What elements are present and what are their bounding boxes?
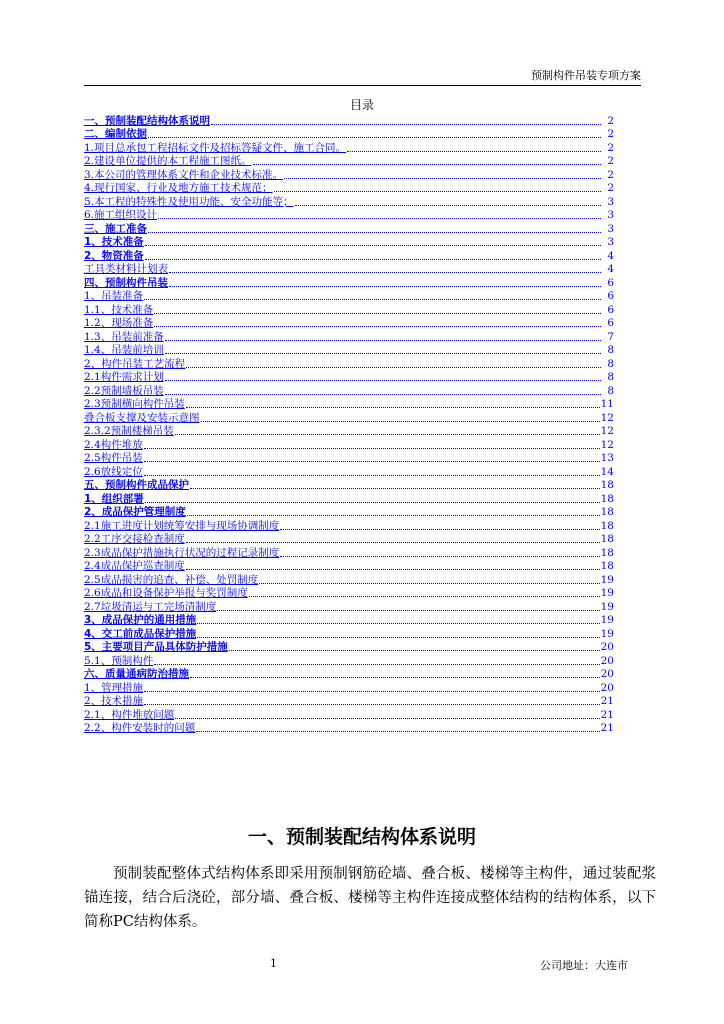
toc-entry-page: 7 [607, 330, 614, 343]
toc-entry-label: 3.本公司的管理体系文件和企业技术标准。 [84, 168, 284, 181]
toc-entry-page: 21 [600, 695, 614, 707]
toc-entry-label: 四、预制构件吊装 [84, 276, 168, 289]
toc-entry[interactable] [84, 371, 614, 385]
toc-entry-label: 2.5成品损害的追查、补偿、处罚制度 [84, 573, 259, 586]
toc-entry[interactable] [84, 398, 614, 412]
toc-entry-page: 2 [607, 182, 614, 194]
toc-entry-label: 1.1、技术准备 [84, 303, 154, 316]
toc-leader-dots [197, 637, 599, 638]
toc-entry-page: 19 [600, 587, 614, 599]
toc-leader-dots [175, 434, 600, 435]
toc-entry-label: 2.7垃圾清运与工完场清制度 [84, 600, 217, 613]
toc-entry-label: 4、交工前成品保护措施 [84, 627, 197, 640]
toc-leader-dots [144, 704, 599, 705]
toc-entry-label: 5.1、预制构件 [84, 654, 154, 667]
toc-entry-label: 2.建设单位提供的本工程施工图纸。 [84, 155, 252, 167]
toc-entry-label: 3、成品保护的通用措施 [84, 614, 197, 626]
toc-leader-dots [186, 569, 600, 570]
toc-leader-dots [284, 178, 601, 179]
toc-entry-label: 2、构件吊装工艺流程 [84, 357, 186, 370]
toc-entry-page: 21 [600, 722, 614, 734]
toc-entry[interactable] [84, 425, 614, 439]
toc-leader-dots [187, 515, 600, 516]
toc-entry[interactable] [84, 641, 614, 655]
toc-entry-page: 18 [600, 519, 614, 532]
toc-leader-dots [145, 259, 601, 260]
toc-entry-label: 1.2、现场准备 [84, 317, 154, 329]
toc-entry-label: 2.3预制横向构件吊装 [84, 398, 185, 410]
toc-entry-label: 1、组织部署 [84, 492, 144, 505]
toc-leader-dots [190, 677, 600, 678]
toc-leader-dots [280, 529, 599, 530]
toc-entry[interactable] [84, 263, 614, 277]
toc-entry[interactable] [84, 492, 614, 506]
toc-leader-dots [347, 151, 601, 152]
toc-entry-page: 21 [600, 708, 614, 721]
toc-entry-label: 2.6成品和设备保护举报与奖罚制度 [84, 587, 248, 599]
toc-entry-label: 1.3、吊装前准备 [84, 330, 164, 343]
toc-leader-dots [186, 407, 600, 408]
toc-entry-label: 2.1、构件堆放问题 [84, 708, 175, 721]
toc-entry[interactable] [84, 452, 614, 466]
toc-entry-label: 1、吊装准备 [84, 290, 144, 302]
toc-entry[interactable] [84, 600, 614, 614]
toc-entry[interactable] [84, 195, 614, 209]
toc-entry-label: 六、质量通病防治措施 [84, 668, 189, 680]
toc-leader-dots [145, 502, 600, 503]
toc-entry-label: 二、编制依据 [84, 128, 147, 140]
toc-entry[interactable] [84, 249, 614, 263]
running-header: 预制构件吊装专项方案 [531, 69, 641, 82]
toc-leader-dots [154, 664, 599, 665]
toc-entry[interactable] [84, 708, 614, 722]
toc-entry-label: 2.2、构件安装时的问题 [84, 722, 196, 734]
toc-entry-page: 18 [600, 492, 614, 505]
toc-entry-page: 2 [607, 128, 614, 140]
toc-entry-page: 14 [600, 465, 614, 478]
toc-entry[interactable] [84, 438, 614, 452]
toc-leader-dots [144, 448, 600, 449]
toc-leader-dots [154, 326, 601, 327]
toc-leader-dots [186, 367, 601, 368]
toc-entry[interactable] [84, 303, 614, 317]
toc-leader-dots [259, 583, 599, 584]
toc-entry-page: 20 [600, 668, 614, 680]
toc-entry[interactable] [84, 317, 614, 331]
toc-entry-label: 2、物资准备 [84, 249, 144, 262]
toc-entry[interactable] [84, 546, 614, 560]
toc-entry-label: 1.项目总承包工程招标文件及招标答疑文件、施工合同。 [84, 141, 347, 154]
toc-leader-dots [211, 124, 601, 125]
toc-entry-page: 2 [607, 155, 614, 167]
toc-entry-page: 6 [607, 290, 614, 302]
toc-entry-page: 18 [600, 546, 614, 559]
toc-leader-dots [196, 731, 599, 732]
toc-entry-page: 20 [600, 654, 614, 667]
toc-entry[interactable] [84, 168, 614, 182]
toc-entry-label: 5.本工程的特殊性及使用功能、安全功能等； [84, 195, 294, 208]
toc-entry[interactable] [84, 695, 614, 709]
toc-entry-page: 2 [607, 114, 614, 127]
toc-entry[interactable] [84, 141, 614, 155]
toc-entry-page: 3 [607, 209, 614, 221]
toc-title: 目录 [349, 98, 374, 112]
toc-entry[interactable] [84, 384, 614, 398]
toc-entry-page: 18 [600, 560, 614, 572]
toc-entry[interactable] [84, 479, 614, 493]
toc-leader-dots [165, 340, 601, 341]
toc-leader-dots [274, 191, 601, 192]
toc-leader-dots [165, 380, 601, 381]
toc-leader-dots [249, 596, 600, 597]
toc-entry-label: 2、成品保护管理制度 [84, 506, 186, 518]
toc-entry-page: 3 [607, 236, 614, 248]
toc-leader-dots [145, 245, 601, 246]
toc-entry-label: 2.3成品保护措施执行状况的过程记录制度 [84, 546, 280, 559]
toc-leader-dots [186, 542, 600, 543]
toc-leader-dots [253, 164, 601, 165]
toc-entry-page: 3 [607, 195, 614, 208]
toc-entry-label: 1、技术准备 [84, 236, 144, 248]
table-of-contents [84, 114, 614, 735]
toc-entry[interactable] [84, 560, 614, 574]
toc-entry-page: 6 [607, 303, 614, 316]
toc-entry-page: 18 [600, 506, 614, 518]
toc-entry[interactable] [84, 722, 614, 736]
toc-entry-page: 8 [607, 344, 614, 356]
toc-entry-page: 11 [600, 398, 614, 410]
toc-entry[interactable] [84, 357, 614, 371]
toc-leader-dots [197, 623, 599, 624]
toc-entry-page: 12 [600, 425, 614, 437]
toc-leader-dots [144, 475, 600, 476]
toc-entry-label: 工具类材料计划表 [84, 263, 168, 275]
toc-entry-page: 12 [600, 438, 614, 451]
toc-leader-dots [154, 313, 601, 314]
toc-entry-label: 2.1构件需求计划 [84, 371, 164, 383]
toc-entry-page: 8 [607, 357, 614, 370]
toc-entry-page: 8 [607, 384, 614, 397]
toc-entry-page: 20 [600, 641, 614, 653]
toc-entry-label: 叠合板支撑及安装示意图 [84, 411, 200, 424]
toc-entry[interactable] [84, 209, 614, 223]
toc-entry[interactable] [84, 668, 614, 682]
toc-entry-page: 4 [607, 263, 614, 275]
toc-entry-page: 2 [607, 141, 614, 154]
toc-entry-page: 13 [600, 452, 614, 464]
toc-entry-label: 1、管理措施 [84, 681, 144, 694]
toc-leader-dots [169, 272, 601, 273]
toc-entry-page: 12 [600, 411, 614, 424]
toc-entry[interactable] [84, 222, 614, 236]
toc-entry-page: 6 [607, 276, 614, 289]
toc-entry-label: 2.4成品保护巡查制度 [84, 560, 185, 572]
toc-entry-label: 2、技术措施 [84, 695, 144, 707]
toc-entry[interactable] [84, 465, 614, 479]
toc-entry[interactable] [84, 290, 614, 304]
toc-leader-dots [229, 650, 600, 651]
toc-entry[interactable] [84, 236, 614, 250]
toc-entry[interactable] [84, 681, 614, 695]
toc-leader-dots [280, 556, 599, 557]
toc-entry-label: 2.2工序交接检查制度 [84, 533, 185, 545]
toc-entry-page: 19 [600, 573, 614, 586]
toc-leader-dots [217, 610, 599, 611]
toc-entry[interactable] [84, 506, 614, 520]
toc-entry[interactable] [84, 627, 614, 641]
toc-leader-dots [165, 394, 601, 395]
toc-leader-dots [144, 299, 601, 300]
toc-leader-dots [190, 488, 600, 489]
toc-entry-page: 2 [607, 168, 614, 181]
toc-entry-label: 6.施工组织设计 [84, 209, 158, 221]
toc-entry[interactable] [84, 344, 614, 358]
toc-entry-page: 19 [600, 627, 614, 640]
toc-entry-label: 1.4、吊装前培训 [84, 344, 164, 356]
toc-entry-label: 五、预制构件成品保护 [84, 479, 189, 491]
toc-entry-label: 2.1施工进度计划统筹安排与现场协调制度 [84, 519, 280, 532]
toc-entry-label: 三、施工准备 [84, 222, 147, 235]
toc-leader-dots [201, 421, 600, 422]
section-heading: 一、预制装配结构体系说明 [247, 826, 476, 848]
toc-entry[interactable] [84, 587, 614, 601]
toc-entry[interactable] [84, 182, 614, 196]
toc-entry-page: 4 [607, 249, 614, 262]
toc-entry-label: 2.3.2预制楼梯吊装 [84, 425, 174, 437]
toc-entry[interactable] [84, 614, 614, 628]
toc-entry-label: 2.6放线定位 [84, 465, 143, 478]
toc-entry-label: 2.4构件堆放 [84, 438, 143, 451]
toc-entry[interactable] [84, 330, 614, 344]
toc-leader-dots [148, 232, 601, 233]
toc-entry-page: 6 [607, 317, 614, 329]
toc-entry[interactable] [84, 114, 614, 128]
toc-entry-page: 20 [600, 681, 614, 694]
toc-leader-dots [148, 137, 601, 138]
page-number: 1 [270, 957, 277, 970]
toc-entry[interactable] [84, 573, 614, 587]
toc-leader-dots [144, 691, 599, 692]
toc-entry-page: 18 [600, 533, 614, 545]
toc-leader-dots [169, 286, 601, 287]
section-paragraph: 预制装配整体式结构体系即采用预制钢筋砼墙、叠合板、楼梯等主构件，通过装配浆锚连接，结合后浇砼，部分墙、叠合板、楼梯等主构件连接成整体结构的结构体系，以下简称PC结构体系。 [84, 866, 656, 930]
toc-entry[interactable] [84, 411, 614, 425]
toc-entry-page: 18 [600, 479, 614, 491]
header-divider [84, 85, 641, 86]
toc-leader-dots [295, 205, 601, 206]
toc-entry-label: 2.2预制墙板吊装 [84, 384, 164, 397]
toc-entry[interactable] [84, 654, 614, 668]
toc-leader-dots [158, 218, 601, 219]
toc-leader-dots [175, 718, 599, 719]
toc-entry-page: 19 [600, 614, 614, 626]
toc-entry-page: 19 [600, 600, 614, 613]
toc-entry[interactable] [84, 533, 614, 547]
toc-entry-label: 5、主要项目产品具体防护措施 [84, 641, 228, 653]
toc-entry[interactable] [84, 519, 614, 533]
toc-leader-dots [165, 353, 601, 354]
toc-entry-label: 4.现行国家、行业及地方施工技术规范； [84, 182, 273, 194]
toc-entry-label: 一、预制装配结构体系说明 [84, 114, 210, 127]
toc-entry-page: 8 [607, 371, 614, 383]
toc-entry-page: 3 [607, 222, 614, 235]
toc-leader-dots [144, 461, 600, 462]
toc-entry[interactable] [84, 128, 614, 142]
toc-entry-label: 2.5构件吊装 [84, 452, 143, 464]
toc-entry[interactable] [84, 155, 614, 169]
toc-entry[interactable] [84, 276, 614, 290]
footer-address: 公司地址：大连市 [540, 959, 628, 972]
